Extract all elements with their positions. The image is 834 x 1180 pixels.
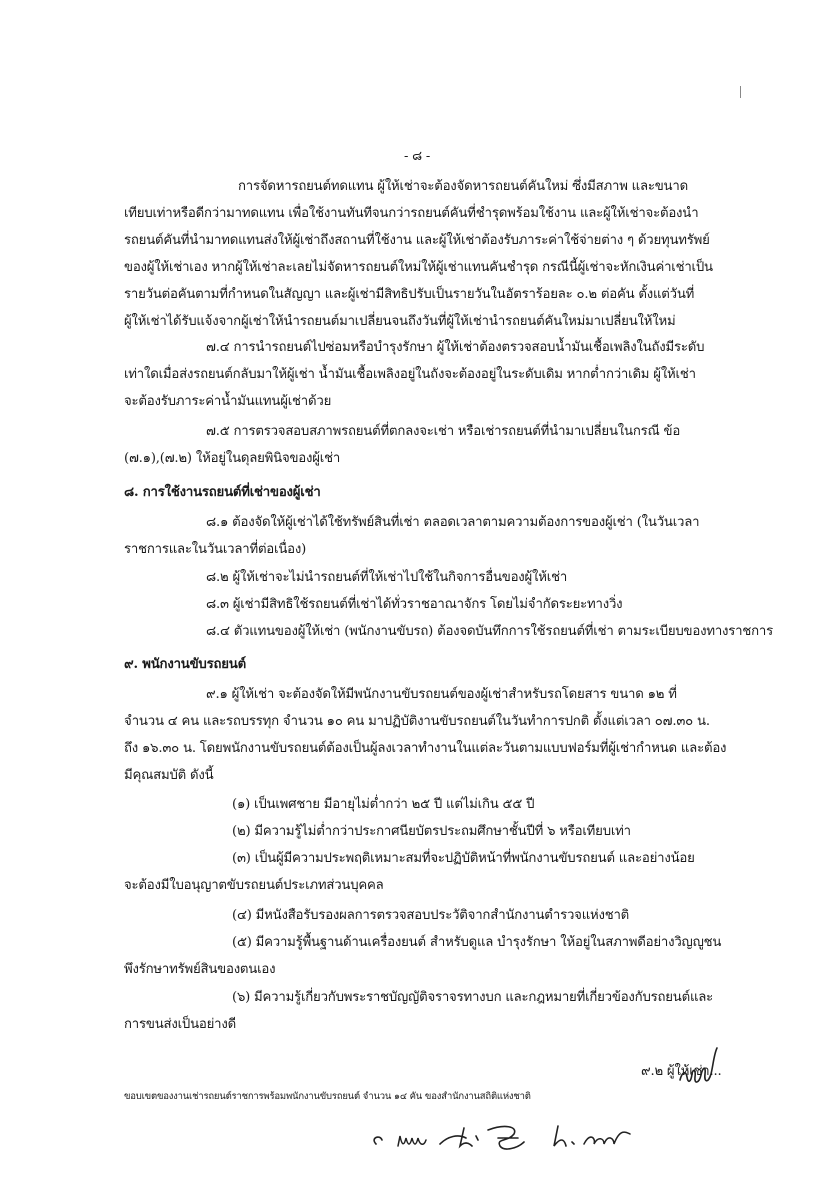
body-line: รายวันต่อคันตามที่กำหนดในสัญญา และผู้เช่ามีสิทธิปรับเป็นรายวันในอัตราร้อยละ ๐.๒ ต่อคัน ตั้งแต่วันที่ <box>124 287 695 302</box>
body-line: ถึง ๑๖.๓๐ น. โดยพนักงานขับรถยนต์ต้องเป็นผู้ลงเวลาทำงานในแต่ละวันตามแบบฟอร์มที่ผู้เช่ากำหนด และต้อง <box>124 741 727 756</box>
body-line: ราชการและในวันเวลาที่ต่อเนื่อง) <box>124 542 307 557</box>
clause-8-4: ๘.๔ ตัวแทนของผู้ให้เช่า (พนักงานขับรถ) ต้องจดบันทึกการใช้รถยนต์ที่เช่า ตามระเบียบของทางราชการ <box>206 624 773 639</box>
scan-edge-mark <box>740 86 741 98</box>
footer-text: ขอบเขตของงานเช่ารถยนต์ราชการพร้อมพนักงานขับรถยนต์ จำนวน ๑๔ คัน ของสำนักงานสถิติแห่งชาติ <box>124 1091 531 1102</box>
body-line: รถยนต์คันที่นำมาทดแทนส่งให้ผู้เช่าถึงสถานที่ใช้งาน และผู้ให้เช่าต้องรับภาระค่าใช้จ่ายต่าง ๆ ด้วยทุนทรัพย์ <box>124 233 710 248</box>
body-line: ผู้ให้เช่าได้รับแจ้งจากผู้เช่าให้นำรถยนต์มาเปลี่ยนจนถึงวันที่ผู้ให้เช่านำรถยนต์คันใหม่มาเปลี่ยนให้ใหม่ <box>124 314 676 329</box>
clause-8-1: ๘.๑ ต้องจัดให้ผู้เช่าได้ใช้ทรัพย์สินที่เช่า ตลอดเวลาตามความต้องการของผู้เช่า (ในวันเวลา <box>206 515 700 530</box>
body-line: (๗.๑),(๗.๒) ให้อยู่ในดุลยพินิจของผู้เช่า <box>124 451 341 466</box>
body-line: เท่าใดเมื่อส่งรถยนต์กลับมาให้ผู้เช่า น้ำมันเชื้อเพลิงอยู่ในถังจะต้องอยู่ในระดับเดิม หากต่ำกว่าเดิม ผู้ให้เช่า <box>124 367 696 382</box>
body-line: การขนส่งเป็นอย่างดี <box>124 1017 236 1032</box>
initials-signature <box>676 1044 722 1092</box>
body-line: จำนวน ๔ คน และรถบรรทุก จำนวน ๑๐ คน มาปฏิบัติงานขับรถยนต์ในวันทำการปกติ ตั้งแต่เวลา ๐๗.๓๐ น. <box>124 714 710 729</box>
clause-9-1: ๙.๑ ผู้ให้เช่า จะต้องจัดให้มีพนักงานขับรถยนต์ของผู้เช่าสำหรับรถโดยสาร ขนาด ๑๒ ที่ <box>206 687 677 702</box>
body-line: มีคุณสมบัติ ดังนี้ <box>124 768 214 783</box>
continuation-marker: ๙.๒ ผู้ให้เช่า... <box>641 1064 722 1079</box>
clause-7-4: ๗.๔ การนำรถยนต์ไปซ่อมหรือบำรุงรักษา ผู้ให้เช่าต้องตรวจสอบน้ำมันเชื้อเพลิงในถังมีระดับ <box>206 340 705 355</box>
clause-8-3: ๘.๓ ผู้เช่ามีสิทธิใช้รถยนต์ที่เช่าได้ทั่วราชอาณาจักร โดยไม่จำกัดระยะทางวิ่ง <box>206 597 623 612</box>
qualification-5: (๕) มีความรู้พื้นฐานด้านเครื่องยนต์ สำหรับดูแล บำรุงรักษา ให้อยู่ในสภาพดีอย่างวิญญูชน <box>232 935 722 950</box>
clause-7-5: ๗.๕ การตรวจสอบสภาพรถยนต์ที่ตกลงจะเช่า หรือเช่ารถยนต์ที่นำมาเปลี่ยนในกรณี ข้อ <box>206 424 681 439</box>
qualification-2: (๒) มีความรู้ไม่ต่ำกว่าประกาศนียบัตรประถมศึกษาชั้นปีที่ ๖ หรือเทียบเท่า <box>232 824 631 839</box>
body-line: จะต้องมีใบอนุญาตขับรถยนต์ประเภทส่วนบุคคล <box>124 878 384 893</box>
committee-signatures <box>368 1116 668 1156</box>
body-line: เทียบเท่าหรือดีกว่ามาทดแทน เพื่อใช้งานทันทีจนกว่ารถยนต์คันที่ชำรุดพร้อมใช้งาน และผู้ให้เช่าจะต้องนำ <box>124 206 699 221</box>
clause-8-2: ๘.๒ ผู้ให้เช่าจะไม่นำรถยนต์ที่ให้เช่าไปใช้ในกิจการอื่นของผู้ให้เช่า <box>206 570 568 585</box>
page-number: - ๘ - <box>404 149 431 164</box>
qualification-1: (๑) เป็นเพศชาย มีอายุไม่ต่ำกว่า ๒๕ ปี แต่ไม่เกิน ๕๕ ปี <box>232 797 535 812</box>
section-heading-8: ๘. การใช้งานรถยนต์ที่เช่าของผู้เช่า <box>124 485 321 500</box>
body-line: การจัดหารถยนต์ทดแทน ผู้ให้เช่าจะต้องจัดหารถยนต์คันใหม่ ซึ่งมีสภาพ และขนาด <box>238 179 688 194</box>
body-line: ของผู้ให้เช่าเอง หากผู้ให้เช่าละเลยไม่จัดหารถยนต์ใหม่ให้ผู้เช่าแทนคันชำรุด กรณีนี้ผู้เช่าจะหักเงินค่าเช่าเป็น <box>124 260 713 275</box>
body-line: จะต้องรับภาระค่าน้ำมันแทนผู้เช่าด้วย <box>124 394 332 409</box>
qualification-4: (๔) มีหนังสือรับรองผลการตรวจสอบประวัติจากสำนักงานตำรวจแห่งชาติ <box>232 908 630 923</box>
qualification-6: (๖) มีความรู้เกี่ยวกับพระราชบัญญัติจราจรทางบก และกฎหมายที่เกี่ยวข้องกับรถยนต์และ <box>232 990 714 1005</box>
section-heading-9: ๙. พนักงานขับรถยนต์ <box>124 657 246 672</box>
qualification-3: (๓) เป็นผู้มีความประพฤติเหมาะสมที่จะปฏิบัติหน้าที่พนักงานขับรถยนต์ และอย่างน้อย <box>232 851 695 866</box>
body-line: พึงรักษาทรัพย์สินของตนเอง <box>124 962 276 977</box>
